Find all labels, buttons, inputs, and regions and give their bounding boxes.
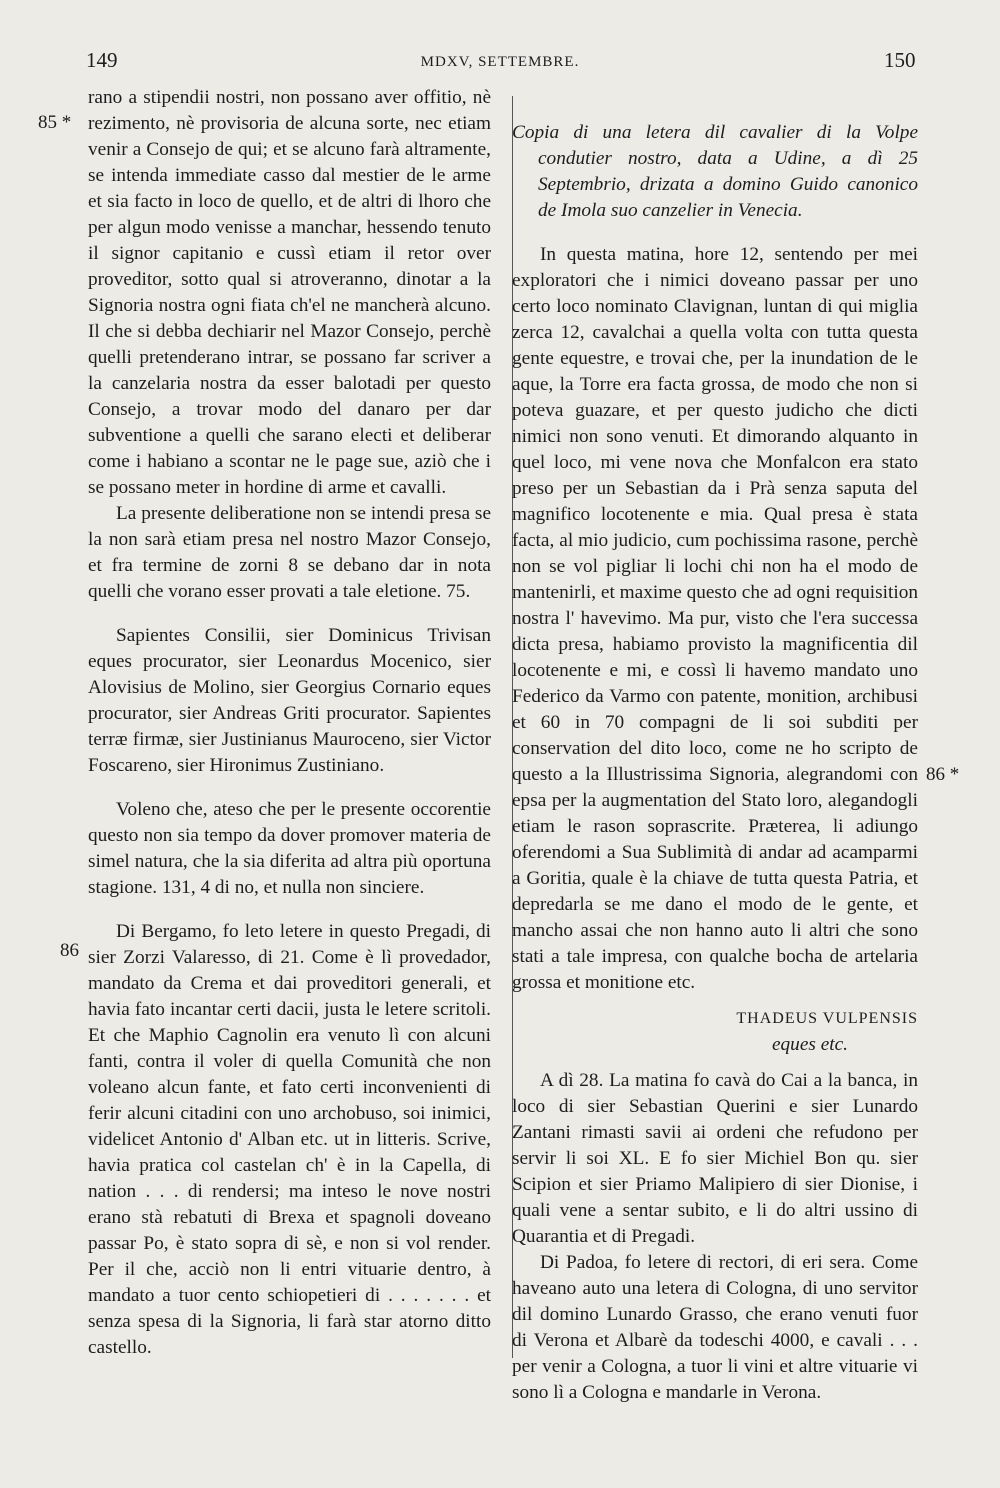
right-paragraph-2: A dì 28. La matina fo cavà do Cai a la banca, in loco di sier Sebastian Querini e sier Lunardo Zantani rimasti savii ai ordeni che refudono per servir li soi XL. E fo sier Michiel Bon qu. sier Scipion et sier Priamo Malipiero di sier Dionise, i quali vene a sentar subito, e li do altri ussino di Quarantia et di Pregadi. (512, 1070, 918, 1247)
left-paragraph-5: Di Bergamo, fo leto letere in questo Pregadi, di sier Zorzi Valaresso, di 21. Come è lì provedador, mandato da Crema et dai proveditori generali, et havia fato incantar certi dacii, justa le letere scritoli. Et che Maphio Cagnolin era venuto lì con alcuni fanti, contra il voler di quella Comunità che non voleano alcun fante, et fato certi inconvenienti di ferir alcuni citadini con uno archobuso, soi inimici, videlicet Antonio d' Alban etc. ut in litteris. Scrive, havia pratica col castelan ch' è in la Capella, di nation . . . di rendersi; ma inteso le nove nostri erano stà rebatuti di Brexa et spagnoli doveano passar Po, è stato sopra di sè, e non si vol render. Per il che, acciò non li entri vituarie dentro, à mandato a tuor cento schiopetieri di . . . . . . . et senza spesa di la Signoria, li farà star atorno ditto castello. (88, 921, 491, 1358)
signature-title: eques etc. (771, 1034, 848, 1055)
margin-note-85: 85 * (38, 112, 72, 133)
left-column (88, 85, 491, 1361)
signature-name: THADEUS VULPENSIS (736, 1010, 918, 1027)
margin-note-86-star: 86 * (926, 764, 960, 785)
right-paragraph-3: Di Padoa, fo letere di rectori, di eri sera. Come haveano auto una letera di Cologna, di uno servitor dil domino Lunardo Grasso, che erano venuti fuor di Verona et Albarè da todeschi 4000, e cavali . . . per venir a Cologna, a tuor li vini et altre vituarie vi sono lì a Cologna e mandarle in Verona. (512, 1252, 918, 1403)
right-column (512, 120, 918, 1406)
left-page-number: 149 (86, 48, 118, 72)
right-paragraph-1: In questa matina, hore 12, sentendo per mei exploratori che i nimici doveano passar per uno certo loco nominato Clavignan, luntan di qui miglia zerca 12, cavalchai a quella volta con tutta questa gente equestre, e trovai che, per la inundation de le aque, la Torre era facta grossa, de modo che non si poteva guazare, et per questo judicho che dicti nimici non sono venuti. Et dimorando alquanto in quel loco, mi vene nova che Monfalcon era stato preso per un Sebastian da i Prà senza saputa del magnifico locotenente e mia. Qual presa è stata facta, al mio judicio, cum pochissima rasone, perchè non se vol pigliar li lochi chi non ha el modo de mantenirli, et maxime questo che ad ogni requisition nostra l' havevimo. Ma pur, visto che l'era successa dicta presa, habiamo provisto la magnificentia dil locotenente e mi, e cossì li havemo mandato uno Federico da Varmo con patente, monition, archibusi et 60 in 70 compagni de li soi subditi per conservation del dito loco, come ne ho scripto de questo a la Illustrissima Signoria, alegrandomi con epsa per la augmentation del Stato loro, alegandogli etiam le rason soprascrite. Prætereа, li adiungo oferendomi a Sua Sublimità di andar ad acamparmi a Goritia, quale è la chiave de tutta questa Patria, et depredarla se me dano el modo de le gente, et mancho assai che non hanno auto li altri che sono stati a tale impresa, con qualche bocha de artelaria grossa et monitione etc. (512, 244, 918, 993)
left-paragraph-3: Sapientes Consilii, sier Dominicus Trivisan eques procurator, sier Leonardus Mocenico, sier Alovisius de Molino, sier Georgius Cornario eques procurator, sier Andreas Griti procurator. Sapientes terræ firmæ, sier Justinianus Mauroceno, sier Victor Foscareno, sier Hironimus Zustiniano. (88, 625, 491, 776)
running-title: MDXV, SETTEMBRE. (420, 54, 580, 70)
letter-caption: Copia di una letera dil cavalier di la Volpe condutier nostro, data a Udine, a dì 25 Septembrio, drizata a domino Guido canonico de Imola suo canzelier in Venecia. (512, 122, 918, 221)
left-paragraph-2: La presente deliberatione non se intendi presa se la non sarà etiam presa nel nostro Mazor Consejo, et fra termine de zorni 8 se debano dar in nota quelli che vorano esser provati a tale eletione. 75. (88, 503, 491, 602)
margin-note-86: 86 (60, 940, 79, 961)
right-page-number: 150 (884, 48, 916, 72)
left-paragraph-4: Voleno che, ateso che per le presente occorentie questo non sia tempo da dover promover materia de simel natura, che la sia diferita ad altra più oportuna stagione. 131, 4 di no, et nulla non sinciere. (88, 799, 491, 898)
left-paragraph-1: rano a stipendii nostri, non possano aver offitio, nè rezimento, nè provisoria de alcuna sorte, nec etiam venir a Consejo de qui; et se alcuno farà altramente, se intenda immediate casso dal mestier de le arme et sia facto in loco de quello, et de altri di lhoro che per algun modo venisse a manchar, hessendo tenuto il signor capitanio e cussì etiam il retor over proveditor, sotto qual si atroveranno, dinotar a la Signoria nostra ogni fiata ch'el ne mancherà alcuno. Il che si debba dechiarir nel Mazor Consejo, perchè quelli pretenderano intrar, se possano far scriver a la canzelaria nostra da esser balotadi per questo Consejo, a trovar modo del danaro per dar subventione a quelli che sarano electi et deliberar come i habiano a scontar ne le page sue, aziò che i se possano meter in hordine di arme et cavalli. (88, 87, 491, 498)
